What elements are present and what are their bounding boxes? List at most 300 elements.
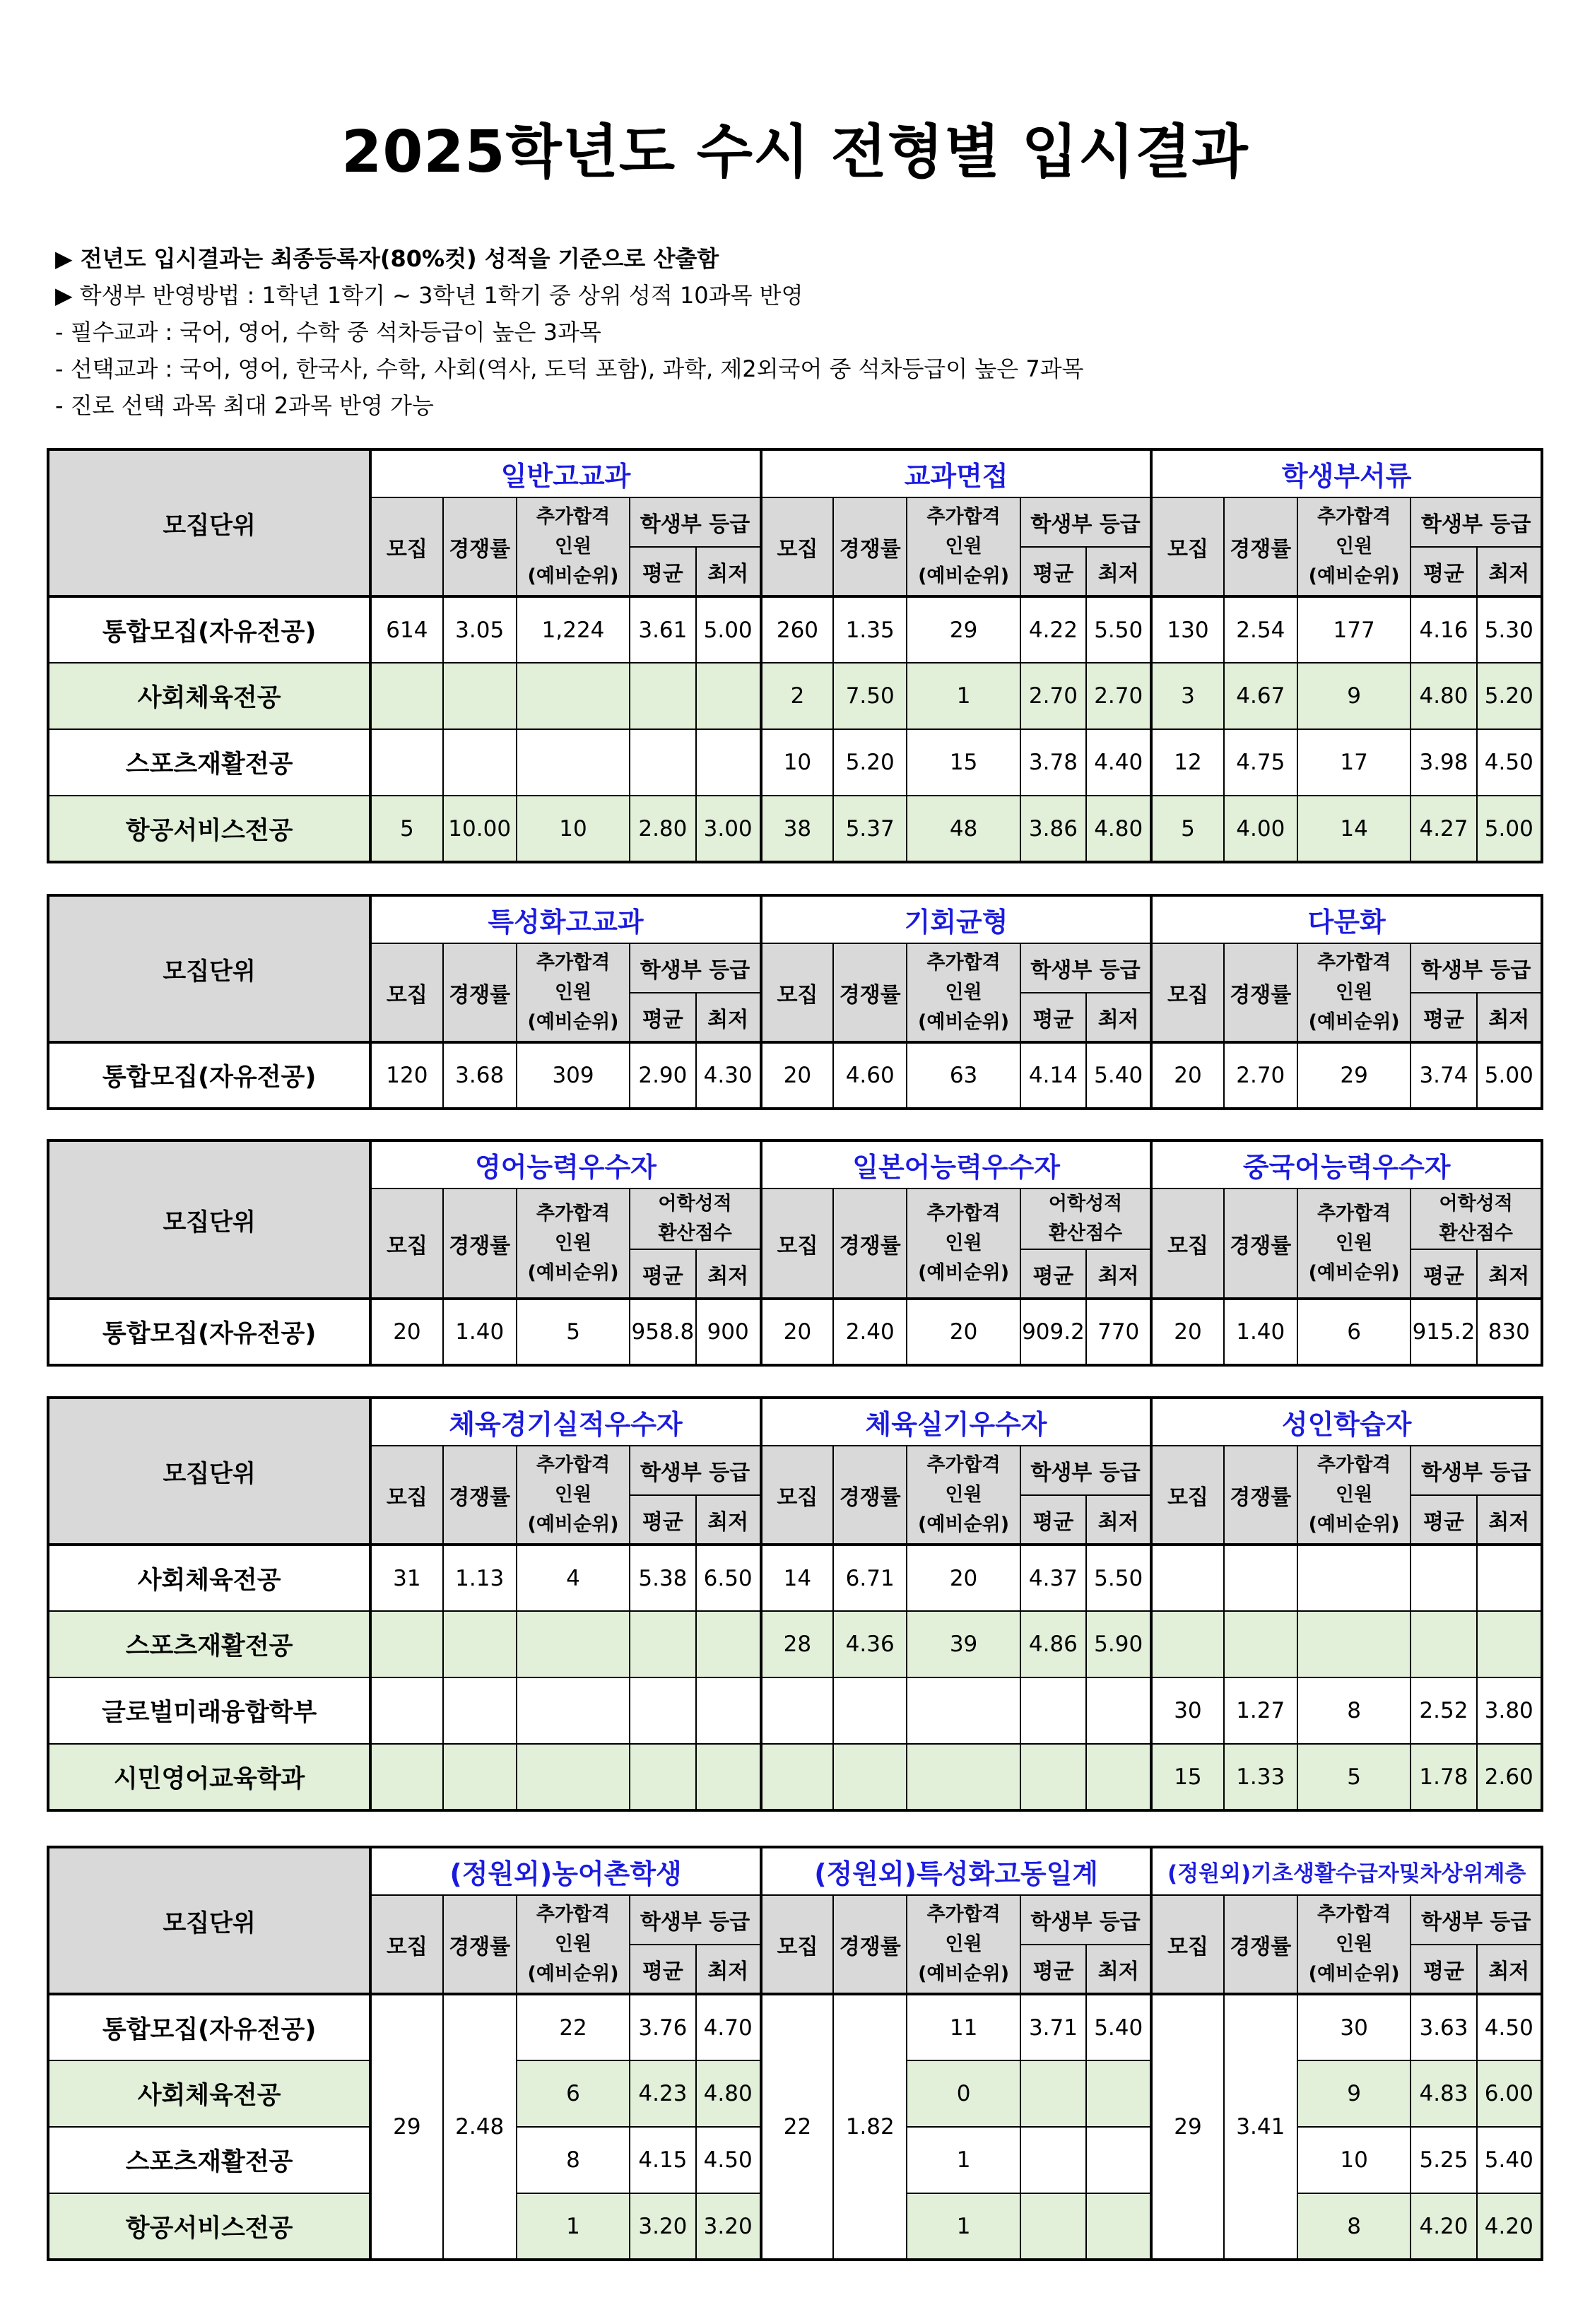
data-cell	[1411, 1611, 1476, 1677]
data-cell	[696, 729, 761, 796]
data-cell: 5.00	[696, 596, 761, 663]
merged-recruit: 22	[761, 1994, 833, 2260]
min-header: 최저	[696, 1249, 761, 1299]
extra-admit-header	[1297, 1895, 1411, 1994]
merged-ratio: 3.41	[1224, 1994, 1297, 2260]
min-header: 최저	[1477, 1945, 1542, 1994]
data-cell: 5	[1297, 1744, 1411, 1810]
data-cell: 3.20	[630, 2193, 695, 2260]
avg-header: 평균	[1411, 1249, 1476, 1299]
ratio-header: 경쟁률	[1224, 1895, 1297, 1994]
avg-header: 평균	[630, 993, 695, 1042]
extra-admit-label: (예비순위)	[527, 1261, 619, 1284]
note-line: - 필수교과 : 국어, 영어, 수학 중 석차등급이 높은 3과목	[55, 319, 601, 346]
table-row	[48, 1994, 1542, 2060]
data-cell: 6	[1297, 1299, 1411, 1365]
data-cell	[1151, 1545, 1223, 1611]
data-cell: 8	[517, 2127, 630, 2193]
lang-score-label: 어학성적	[1439, 1193, 1513, 1215]
data-cell	[1020, 2193, 1086, 2260]
data-cell	[1224, 1545, 1297, 1611]
data-cell: 770	[1086, 1299, 1151, 1365]
data-cell: 5.38	[630, 1545, 695, 1611]
data-cell	[517, 663, 630, 729]
data-cell: 2.70	[1020, 663, 1086, 729]
extra-admit-label: 인원	[1335, 1483, 1373, 1506]
data-cell: 20	[907, 1299, 1020, 1365]
data-cell	[833, 1744, 907, 1810]
data-cell	[1151, 1611, 1223, 1677]
avg-header: 평균	[1020, 993, 1086, 1042]
grade-header: 학생부 등급	[630, 497, 761, 547]
recruit-header: 모집	[761, 497, 833, 596]
recruit-header: 모집	[1151, 1188, 1223, 1299]
recruit-header: 모집	[761, 943, 833, 1042]
note-line: - 진로 선택 과목 최대 2과목 반영 가능	[55, 392, 434, 419]
data-cell: 4.80	[1411, 663, 1476, 729]
data-cell	[443, 729, 517, 796]
extra-admit-header	[517, 1895, 630, 1994]
min-header: 최저	[696, 1945, 761, 1994]
group-header: 일반고교과	[370, 449, 761, 497]
data-cell	[370, 663, 442, 729]
unit-header: 모집단위	[48, 1847, 370, 1994]
ratio-header: 경쟁률	[443, 1446, 517, 1545]
lang-score-header	[630, 1188, 761, 1249]
data-cell: 3.68	[443, 1042, 517, 1109]
extra-admit-header	[907, 943, 1020, 1042]
data-cell: 5.90	[1086, 1611, 1151, 1677]
unit-name: 시민영어교육학과	[48, 1744, 370, 1810]
data-cell: 5.20	[833, 729, 907, 796]
extra-admit-label: 추가합격	[536, 1202, 611, 1225]
extra-admit-label: 인원	[945, 1933, 982, 1955]
extra-admit-label: 인원	[1336, 1232, 1373, 1254]
lang-score-label: 환산점수	[658, 1222, 732, 1244]
extra-admit-label: 인원	[554, 1483, 592, 1506]
extra-admit-header	[517, 1446, 630, 1545]
recruit-header: 모집	[761, 1895, 833, 1994]
data-cell	[517, 1677, 630, 1744]
data-cell: 1.33	[1224, 1744, 1297, 1810]
data-cell: 15	[907, 729, 1020, 796]
ratio-header: 경쟁률	[833, 1446, 907, 1545]
data-cell: 3.74	[1411, 1042, 1476, 1109]
data-cell: 958.8	[630, 1299, 695, 1365]
unit-name: 사회체육전공	[48, 2060, 370, 2127]
data-cell: 5.40	[1086, 1994, 1151, 2060]
data-cell: 11	[907, 1994, 1020, 2060]
ratio-header: 경쟁률	[833, 1188, 907, 1299]
group-header: 영어능력우수자	[370, 1140, 761, 1188]
extra-admit-label: 추가합격	[536, 505, 611, 528]
data-cell: 900	[696, 1299, 761, 1365]
extra-admit-label: 추가합격	[1317, 1202, 1391, 1225]
data-cell: 4.50	[1477, 729, 1542, 796]
data-cell: 1.35	[833, 596, 907, 663]
extra-admit-label: 추가합격	[926, 1903, 1001, 1925]
data-cell: 6	[517, 2060, 630, 2127]
data-cell: 3.20	[696, 2193, 761, 2260]
extra-admit-header	[1297, 497, 1411, 596]
grade-header: 학생부 등급	[1411, 497, 1542, 547]
ratio-header: 경쟁률	[1224, 1446, 1297, 1545]
data-cell: 63	[907, 1042, 1020, 1109]
avg-header: 평균	[1411, 1495, 1476, 1545]
data-cell: 3.76	[630, 1994, 695, 2060]
group-header: 성인학습자	[1151, 1398, 1542, 1446]
header-row-groups	[48, 1398, 1542, 1446]
data-cell: 1	[907, 2193, 1020, 2260]
extra-admit-label: 추가합격	[1317, 505, 1391, 528]
data-cell	[696, 1611, 761, 1677]
recruit-header: 모집	[370, 1188, 442, 1299]
data-cell: 2.70	[1086, 663, 1151, 729]
unit-header: 모집단위	[48, 449, 370, 596]
recruit-header: 모집	[1151, 943, 1223, 1042]
data-cell: 3.05	[443, 596, 517, 663]
group-header: 교과면접	[761, 449, 1152, 497]
data-cell: 2	[761, 663, 833, 729]
data-cell: 29	[907, 596, 1020, 663]
avg-header: 평균	[630, 1945, 695, 1994]
data-cell: 4.75	[1224, 729, 1297, 796]
data-cell	[517, 729, 630, 796]
avg-header: 평균	[630, 1249, 695, 1299]
ratio-header: 경쟁률	[443, 497, 517, 596]
extra-admit-label: 인원	[1336, 981, 1373, 1003]
extra-admit-header	[907, 1895, 1020, 1994]
data-cell	[630, 1611, 695, 1677]
extra-admit-label: 추가합격	[1317, 951, 1391, 974]
data-cell: 2.80	[630, 796, 695, 862]
recruit-header: 모집	[370, 943, 442, 1042]
table-row	[48, 1545, 1542, 1611]
table-row	[48, 1611, 1542, 1677]
data-cell: 5	[370, 796, 442, 862]
group-header: 특성화고교과	[370, 895, 761, 943]
data-cell: 2.60	[1477, 1744, 1542, 1810]
data-cell: 614	[370, 596, 442, 663]
results-table	[47, 1139, 1543, 1367]
data-cell: 12	[1151, 729, 1223, 796]
data-cell: 31	[370, 1545, 442, 1611]
data-cell: 9	[1297, 2060, 1411, 2127]
unit-name: 통합모집(자유전공)	[48, 596, 370, 663]
data-cell: 3.00	[696, 796, 761, 862]
data-cell: 4.30	[696, 1042, 761, 1109]
recruit-header: 모집	[1151, 1895, 1223, 1994]
header-row-groups	[48, 1140, 1542, 1188]
avg-header: 평균	[1020, 1945, 1086, 1994]
ratio-header: 경쟁률	[833, 943, 907, 1042]
data-cell	[833, 1677, 907, 1744]
data-cell: 3.80	[1477, 1677, 1542, 1744]
table-row	[48, 1744, 1542, 1810]
data-cell	[1477, 1611, 1542, 1677]
data-cell	[696, 1744, 761, 1810]
data-cell: 8	[1297, 2193, 1411, 2260]
extra-admit-label: 인원	[945, 1232, 982, 1254]
data-cell: 5.37	[833, 796, 907, 862]
data-cell	[370, 1677, 442, 1744]
data-cell	[907, 1677, 1020, 1744]
unit-name: 스포츠재활전공	[48, 729, 370, 796]
min-header: 최저	[1477, 1495, 1542, 1545]
lang-score-header	[1411, 1188, 1542, 1249]
data-cell	[907, 1744, 1020, 1810]
ratio-header: 경쟁률	[443, 943, 517, 1042]
data-cell: 5.40	[1477, 2127, 1542, 2193]
data-cell	[630, 1744, 695, 1810]
data-cell	[443, 1611, 517, 1677]
data-cell: 4.80	[696, 2060, 761, 2127]
data-cell	[630, 663, 695, 729]
note-line: ▶ 학생부 반영방법 : 1학년 1학기 ~ 3학년 1학기 중 상위 성적 10과목 반영	[55, 282, 803, 309]
extra-admit-label: (예비순위)	[527, 1513, 619, 1535]
group-header: 중국어능력우수자	[1151, 1140, 1542, 1188]
data-cell: 14	[761, 1545, 833, 1611]
data-cell	[696, 663, 761, 729]
min-header: 최저	[1086, 993, 1151, 1042]
data-cell: 38	[761, 796, 833, 862]
data-cell	[1020, 2060, 1086, 2127]
data-cell: 2.90	[630, 1042, 695, 1109]
grade-header: 학생부 등급	[630, 943, 761, 993]
data-cell: 5.50	[1086, 1545, 1151, 1611]
extra-admit-label: 추가합격	[926, 951, 1001, 974]
data-cell: 4.60	[833, 1042, 907, 1109]
page-title: 2025학년도 수시 전형별 입시결과	[341, 119, 1249, 186]
data-cell: 3	[1151, 663, 1223, 729]
min-header: 최저	[1086, 1945, 1151, 1994]
data-cell: 2.40	[833, 1299, 907, 1365]
recruit-header: 모집	[370, 1895, 442, 1994]
data-cell: 309	[517, 1042, 630, 1109]
data-cell: 4.14	[1020, 1042, 1086, 1109]
unit-name: 사회체육전공	[48, 1545, 370, 1611]
data-cell: 4	[517, 1545, 630, 1611]
merged-ratio: 1.82	[833, 1994, 907, 2260]
extra-admit-label: (예비순위)	[527, 1010, 619, 1033]
data-cell: 6.50	[696, 1545, 761, 1611]
data-cell: 3.61	[630, 596, 695, 663]
table-row	[48, 796, 1542, 862]
ratio-header: 경쟁률	[443, 1895, 517, 1994]
min-header: 최저	[696, 993, 761, 1042]
data-cell: 5	[1151, 796, 1223, 862]
avg-header: 평균	[1020, 1249, 1086, 1299]
data-cell: 1	[517, 2193, 630, 2260]
data-cell: 5.40	[1086, 1042, 1151, 1109]
recruit-header: 모집	[370, 1446, 442, 1545]
ratio-header: 경쟁률	[1224, 1188, 1297, 1299]
data-cell: 130	[1151, 596, 1223, 663]
data-cell: 909.2	[1020, 1299, 1086, 1365]
data-cell: 30	[1151, 1677, 1223, 1744]
extra-admit-label: (예비순위)	[527, 1962, 619, 1985]
data-cell: 3.63	[1411, 1994, 1476, 2060]
data-cell: 4.83	[1411, 2060, 1476, 2127]
data-cell: 10.00	[443, 796, 517, 862]
data-cell: 1,224	[517, 596, 630, 663]
extra-admit-label: (예비순위)	[918, 565, 1010, 587]
unit-name: 항공서비스전공	[48, 796, 370, 862]
grade-header: 학생부 등급	[1020, 943, 1152, 993]
extra-admit-label: 추가합격	[536, 1903, 611, 1925]
grade-header: 학생부 등급	[1020, 1446, 1152, 1495]
extra-admit-header	[517, 1188, 630, 1299]
data-cell	[443, 663, 517, 729]
data-cell: 3.71	[1020, 1994, 1086, 2060]
data-cell: 20	[907, 1545, 1020, 1611]
extra-admit-label: 추가합격	[926, 505, 1001, 528]
extra-admit-header	[907, 1446, 1020, 1545]
data-cell: 5.50	[1086, 596, 1151, 663]
recruit-header: 모집	[1151, 1446, 1223, 1545]
extra-admit-header	[1297, 1446, 1411, 1545]
recruit-header: 모집	[761, 1188, 833, 1299]
group-header: 일본어능력우수자	[761, 1140, 1152, 1188]
data-cell: 4.27	[1411, 796, 1476, 862]
unit-name: 스포츠재활전공	[48, 2127, 370, 2193]
min-header: 최저	[1477, 993, 1542, 1042]
data-cell	[1224, 1611, 1297, 1677]
data-cell: 4.50	[1477, 1994, 1542, 2060]
data-cell: 4.23	[630, 2060, 695, 2127]
extra-admit-label: 추가합격	[536, 1453, 611, 1476]
min-header: 최저	[696, 1495, 761, 1545]
extra-admit-header	[1297, 1188, 1411, 1299]
data-cell: 29	[1297, 1042, 1411, 1109]
data-cell: 20	[1151, 1299, 1223, 1365]
data-cell: 4.16	[1411, 596, 1476, 663]
data-cell: 4.86	[1020, 1611, 1086, 1677]
extra-admit-label: 추가합격	[1317, 1453, 1391, 1476]
data-cell: 4.00	[1224, 796, 1297, 862]
data-cell: 20	[761, 1042, 833, 1109]
note-line: - 선택교과 : 국어, 영어, 한국사, 수학, 사회(역사, 도덕 포함), 과학, 제2외국어 중 석차등급이 높은 7과목	[55, 355, 1084, 382]
extra-admit-label: (예비순위)	[918, 1513, 1010, 1535]
lang-score-label: 환산점수	[1439, 1222, 1513, 1244]
data-cell: 28	[761, 1611, 833, 1677]
data-cell	[1086, 1677, 1151, 1744]
extra-admit-label: 인원	[554, 535, 592, 558]
data-cell: 4.80	[1086, 796, 1151, 862]
data-cell: 1.13	[443, 1545, 517, 1611]
min-header: 최저	[1086, 1495, 1151, 1545]
data-cell: 3.86	[1020, 796, 1086, 862]
extra-admit-label: (예비순위)	[918, 1261, 1010, 1284]
data-cell: 9	[1297, 663, 1411, 729]
extra-admit-label: 인원	[945, 981, 982, 1003]
data-cell: 3.78	[1020, 729, 1086, 796]
ratio-header: 경쟁률	[443, 1188, 517, 1299]
data-cell: 1	[907, 663, 1020, 729]
data-cell: 2.54	[1224, 596, 1297, 663]
extra-admit-label: (예비순위)	[1308, 1010, 1400, 1033]
table-row	[48, 596, 1542, 663]
data-cell: 120	[370, 1042, 442, 1109]
note-line: ▶ 전년도 입시결과는 최종등록자(80%컷) 성적을 기준으로 산출함	[55, 245, 719, 272]
results-table	[47, 448, 1543, 863]
table-row	[48, 1677, 1542, 1744]
data-cell: 4.22	[1020, 596, 1086, 663]
group-header: 다문화	[1151, 895, 1542, 943]
data-cell: 8	[1297, 1677, 1411, 1744]
data-cell: 5.25	[1411, 2127, 1476, 2193]
extra-admit-label: 추가합격	[1317, 1903, 1391, 1925]
data-cell: 2.52	[1411, 1677, 1476, 1744]
data-cell: 15	[1151, 1744, 1223, 1810]
data-cell	[630, 1677, 695, 1744]
notes-block	[55, 240, 1084, 424]
data-cell: 30	[1297, 1994, 1411, 2060]
data-cell: 1.40	[443, 1299, 517, 1365]
data-cell: 10	[517, 796, 630, 862]
grade-header: 학생부 등급	[630, 1895, 761, 1945]
lang-score-label: 어학성적	[1048, 1193, 1123, 1215]
extra-admit-header	[907, 1188, 1020, 1299]
unit-name: 항공서비스전공	[48, 2193, 370, 2260]
data-cell: 4.20	[1477, 2193, 1542, 2260]
avg-header: 평균	[1020, 547, 1086, 596]
table-row	[48, 1299, 1542, 1365]
results-table	[47, 1846, 1543, 2261]
avg-header: 평균	[1411, 547, 1476, 596]
results-table	[47, 894, 1543, 1110]
table-row	[48, 729, 1542, 796]
extra-admit-label: 인원	[1336, 535, 1373, 558]
results-table	[47, 1396, 1543, 1812]
grade-header: 학생부 등급	[1411, 1895, 1542, 1945]
grade-header: 학생부 등급	[1020, 497, 1152, 547]
extra-admit-label: 인원	[945, 535, 982, 558]
min-header: 최저	[1086, 547, 1151, 596]
avg-header: 평균	[1411, 993, 1476, 1042]
data-cell: 5	[517, 1299, 630, 1365]
data-cell	[1086, 2127, 1151, 2193]
data-cell: 17	[1297, 729, 1411, 796]
data-cell: 39	[907, 1611, 1020, 1677]
data-cell: 5.00	[1477, 1042, 1542, 1109]
data-cell: 1.27	[1224, 1677, 1297, 1744]
data-cell	[630, 729, 695, 796]
extra-admit-label: 인원	[945, 1483, 982, 1506]
data-cell: 915.2	[1411, 1299, 1476, 1365]
data-cell	[517, 1744, 630, 1810]
data-cell: 10	[761, 729, 833, 796]
data-cell: 48	[907, 796, 1020, 862]
data-cell	[1086, 2060, 1151, 2127]
data-cell: 10	[1297, 2127, 1411, 2193]
data-cell: 22	[517, 1994, 630, 2060]
data-cell	[761, 1677, 833, 1744]
grade-header: 학생부 등급	[1020, 1895, 1152, 1945]
grade-header: 학생부 등급	[630, 1446, 761, 1495]
data-cell: 20	[761, 1299, 833, 1365]
ratio-header: 경쟁률	[1224, 497, 1297, 596]
unit-name: 사회체육전공	[48, 663, 370, 729]
header-row-groups	[48, 1847, 1542, 1895]
min-header: 최저	[1477, 547, 1542, 596]
data-cell	[443, 1677, 517, 1744]
ratio-header: 경쟁률	[1224, 943, 1297, 1042]
data-cell: 0	[907, 2060, 1020, 2127]
data-cell	[1411, 1545, 1476, 1611]
extra-admit-label: (예비순위)	[527, 565, 619, 587]
data-cell: 14	[1297, 796, 1411, 862]
